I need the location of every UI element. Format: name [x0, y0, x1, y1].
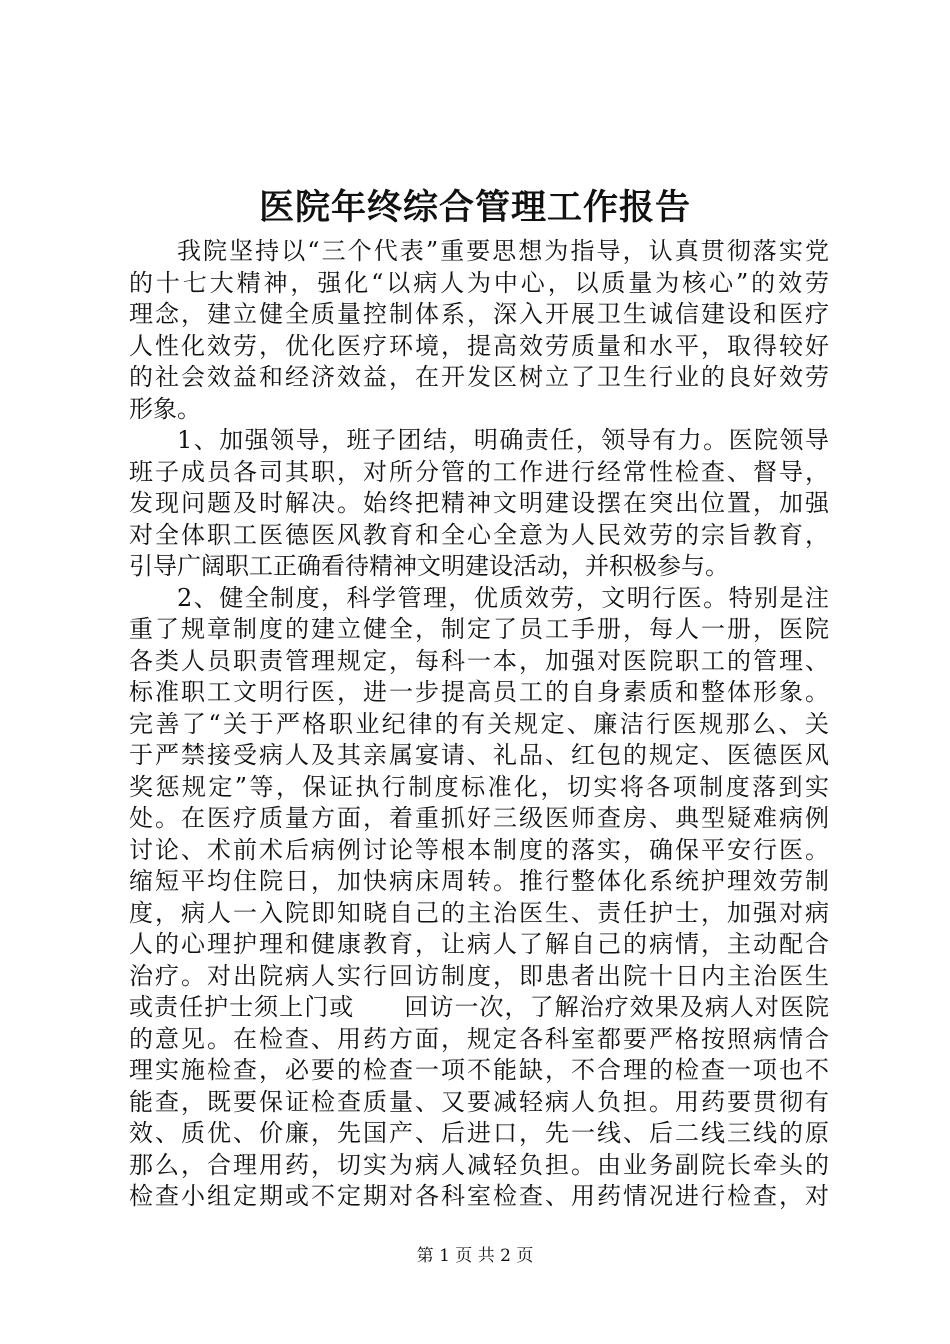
- text-line: 理实施检查，必要的检查一项不能缺，不合理的检查一项也不: [129, 1056, 829, 1084]
- text-line: 度，病人一入院即知晓自己的主治医生、责任护士，加强对病: [129, 898, 829, 927]
- text-line: 于严禁接受病人及其亲属宴请、礼品、红包的规定、医德医风: [129, 741, 829, 769]
- text-line: 人的心理护理和健康教育，让病人了解自己的病情，主动配合: [129, 930, 829, 958]
- text-line: 的十七大精神，强化“以病人为中心，以质量为核心”的效劳: [129, 268, 829, 297]
- text-line: 缩短平均住院日，加快病床周转。推行整体化系统护理效劳制: [129, 867, 829, 895]
- text-line: 我院坚持以“三个代表”重要思想为指导，认真贯彻落实党: [177, 237, 829, 265]
- text-line: 人性化效劳，优化医疗环境，提高效劳质量和水平，取得较好: [129, 331, 829, 360]
- text-line: 检查小组定期或不定期对各科室检查、用药情况进行检查，对: [129, 1182, 829, 1210]
- text-line: 2、健全制度，科学管理，优质效劳，文明行医。特别是注: [177, 583, 829, 612]
- text-line: 能查，既要保证检查质量、又要减轻病人负担。用药要贯彻有: [129, 1087, 829, 1116]
- text-line: 重了规章制度的建立健全，制定了员工手册，每人一册，医院: [129, 615, 829, 643]
- text-line: 效、质优、价廉，先国产、后进口，先一线、后二线三线的原: [129, 1119, 829, 1147]
- text-line: 引导广阔职工正确看待精神文明建设活动，并积极参与。: [129, 552, 729, 580]
- text-line: 讨论、术前术后病例讨论等根本制度的落实，确保平安行医。: [129, 835, 829, 864]
- text-line: 处。在医疗质量方面，着重抓好三级医师查房、典型疑难病例: [129, 804, 829, 832]
- text-line: 形象。: [129, 394, 201, 423]
- text-line: 标准职工文明行医，进一步提高员工的自身素质和整体形象。: [129, 678, 829, 706]
- text-line: 的社会效益和经济效益，在开发区树立了卫生行业的良好效劳: [129, 363, 829, 391]
- page-number-footer: 第 1 页 共 2 页: [416, 1246, 534, 1266]
- text-line: 奖惩规定”等，保证执行制度标准化，切实将各项制度落到实: [129, 772, 829, 801]
- text-line: 对全体职工医德医风教育和全心全意为人民效劳的宗旨教育，: [129, 520, 829, 549]
- text-line: 班子成员各司其职，对所分管的工作进行经常性检查、督导，: [129, 457, 829, 486]
- text-line: 完善了“关于严格职业纪律的有关规定、廉洁行医规那么、关: [129, 709, 829, 738]
- text-line: 发现问题及时解决。始终把精神文明建设摆在突出位置，加强: [129, 489, 829, 517]
- document-body: [129, 236, 829, 1213]
- text-line: 或责任护士须上门或 回访一次，了解治疗效果及病人对医院: [129, 993, 829, 1021]
- text-line: 那么，合理用药，切实为病人减轻负担。由业务副院长牵头的: [129, 1150, 829, 1179]
- text-line: 各类人员职责管理规定，每科一本，加强对医院职工的管理、: [129, 646, 829, 675]
- text-line: 理念，建立健全质量控制体系，深入开展卫生诚信建设和医疗: [129, 300, 829, 328]
- document-title: 医院年终综合管理工作报告: [258, 187, 691, 228]
- text-line: 治疗。对出院病人实行回访制度，即患者出院十日内主治医生: [129, 961, 829, 990]
- text-line: 1、加强领导，班子团结，明确责任，领导有力。医院领导: [177, 426, 829, 454]
- text-line: 的意见。在检查、用药方面，规定各科室都要严格按照病情合: [129, 1024, 829, 1053]
